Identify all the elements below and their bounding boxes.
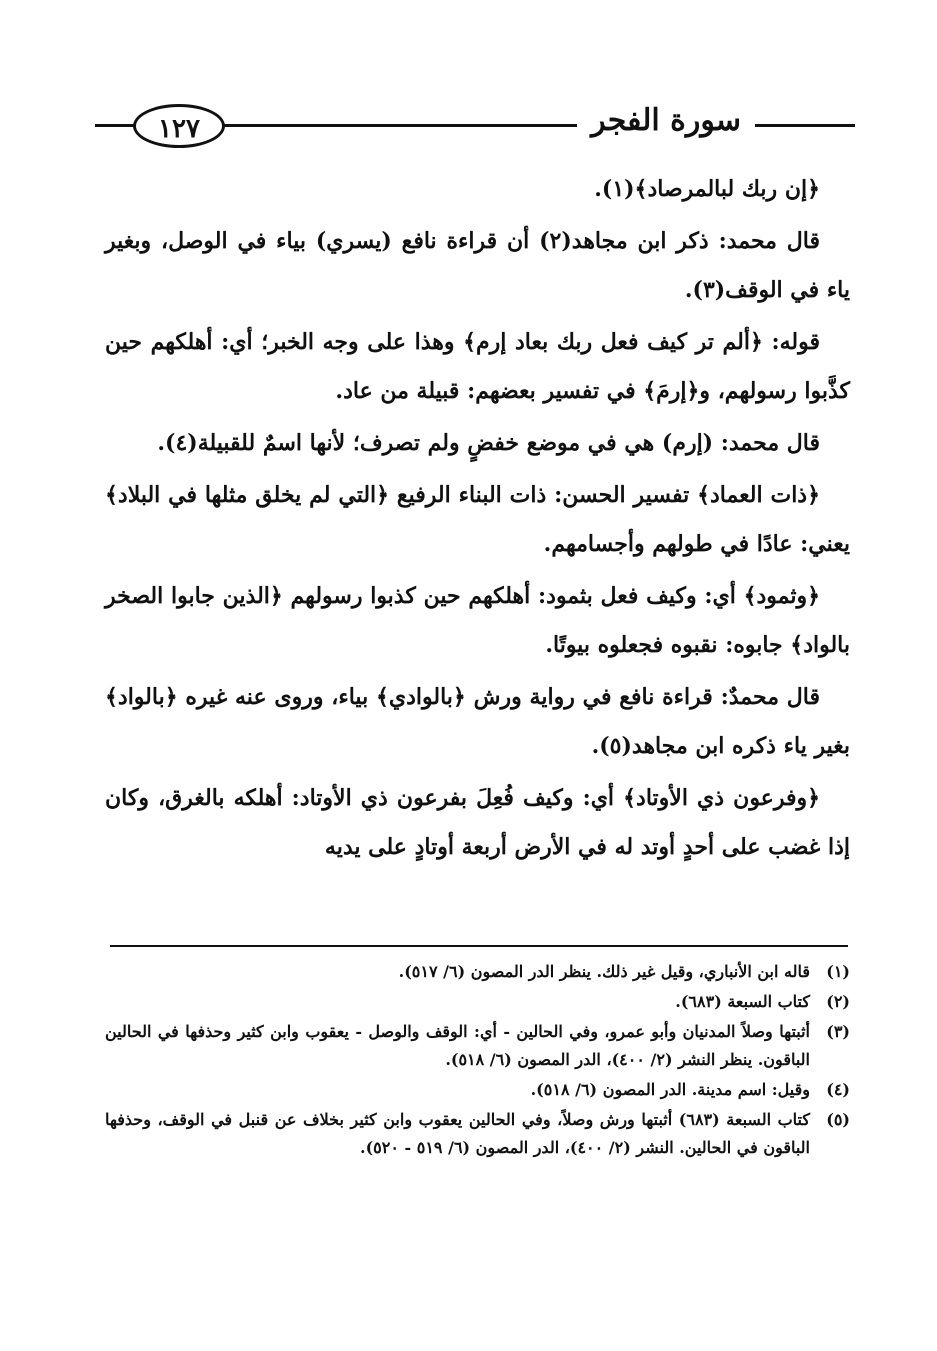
paragraph: ﴿وفرعون ذي الأوتاد﴾ أي: وكيف فُعِلَ بفرعون ذي الأوتاد: أهلكه بالغرق، وكان إذا غضب على أحدٍ أوتد له في الأرض أربعة أوتادٍ على يديه: [105, 785, 850, 860]
footnote: [105, 988, 850, 1016]
footnote-text: وقيل: اسم مدينة. الدر المصون (٦/ ٥١٨).: [530, 1080, 810, 1099]
paragraph: ﴿ذات العماد﴾ تفسير الحسن: ذات البناء الرفيع ﴿التي لم يخلق مثلها في البلاد﴾ يعني: عادًا في طولهم وأجسامهم.: [105, 482, 850, 557]
paragraph: قال محمد: ذكر ابن مجاهد(٢) أن قراءة نافع (يسري) بياء في الوصل، وبغير ياء في الوقف(٣).: [105, 228, 850, 303]
footnote: [105, 1076, 850, 1104]
footnote-number: (١): [826, 962, 850, 981]
footnote-text: قاله ابن الأنباري، وقيل غير ذلك. ينظر الدر المصون (٦/ ٥١٧).: [398, 962, 810, 981]
footnote-separator: [110, 945, 848, 947]
footnotes: [105, 958, 850, 1164]
footnote: [105, 1106, 850, 1162]
paragraph: ﴿إن ربك لبالمرصاد﴾(١).: [594, 176, 820, 202]
paragraph: ﴿وثمود﴾ أي: وكيف فعل بثمود: أهلكهم حين كذبوا رسولهم ﴿الذين جابوا الصخر بالواد﴾ جابوه: نقبوه فجعلوه بيوتًا.: [105, 583, 850, 658]
paragraph: قال محمد: (إرم) هي في موضع خفضٍ ولم تصرف؛ لأنها اسمٌ للقبيلة(٤).: [157, 430, 820, 456]
paragraph: قوله: ﴿ألم تر كيف فعل ربك بعاد إرم﴾ وهذا على وجه الخبر؛ أي: أهلكهم حين كذَّبوا رسولهم، و﴿إرمَ﴾ في تفسير بعضهم: قبيلة من عاد.: [105, 329, 850, 404]
page-number: ١٢٧: [133, 104, 225, 148]
page-header: [95, 92, 855, 152]
footnote-number: (٥): [826, 1110, 850, 1129]
footnote-number: (٤): [826, 1080, 850, 1099]
footnote-text: كتاب السبعة (٦٨٣).: [675, 992, 810, 1011]
main-text: [105, 165, 850, 875]
footnote-text: كتاب السبعة (٦٨٣) أثبتها ورش وصلاً، وفي الحالين يعقوب وابن كثير بخلاف عن قنبل في الوقف، وحذفها الباقون في الحالين. النشر (٢/ ٤٠٠)، الدر المصون (٦/ ٥١٩ - ٥٢٠).: [105, 1110, 810, 1157]
footnote: [105, 958, 850, 986]
paragraph: قال محمدٌ: قراءة نافع في رواية ورش ﴿بالوادي﴾ بياء، وروى عنه غيره ﴿بالواد﴾ بغير ياء ذكره ابن مجاهد(٥).: [105, 684, 850, 759]
footnote: [105, 1018, 850, 1074]
footnote-text: أثبتها وصلاً المدنيان وأبو عمرو، وفي الحالين - أي: الوقف والوصل - يعقوب وابن كثير وحذفها في الحالين الباقون. ينظر النشر (٢/ ٤٠٠)، الدر المصون (٦/ ٥١٨).: [105, 1022, 810, 1069]
footnote-number: (٣): [826, 1022, 850, 1041]
surah-title: سورة الفجر: [577, 96, 755, 146]
footnote-number: (٢): [826, 992, 850, 1011]
